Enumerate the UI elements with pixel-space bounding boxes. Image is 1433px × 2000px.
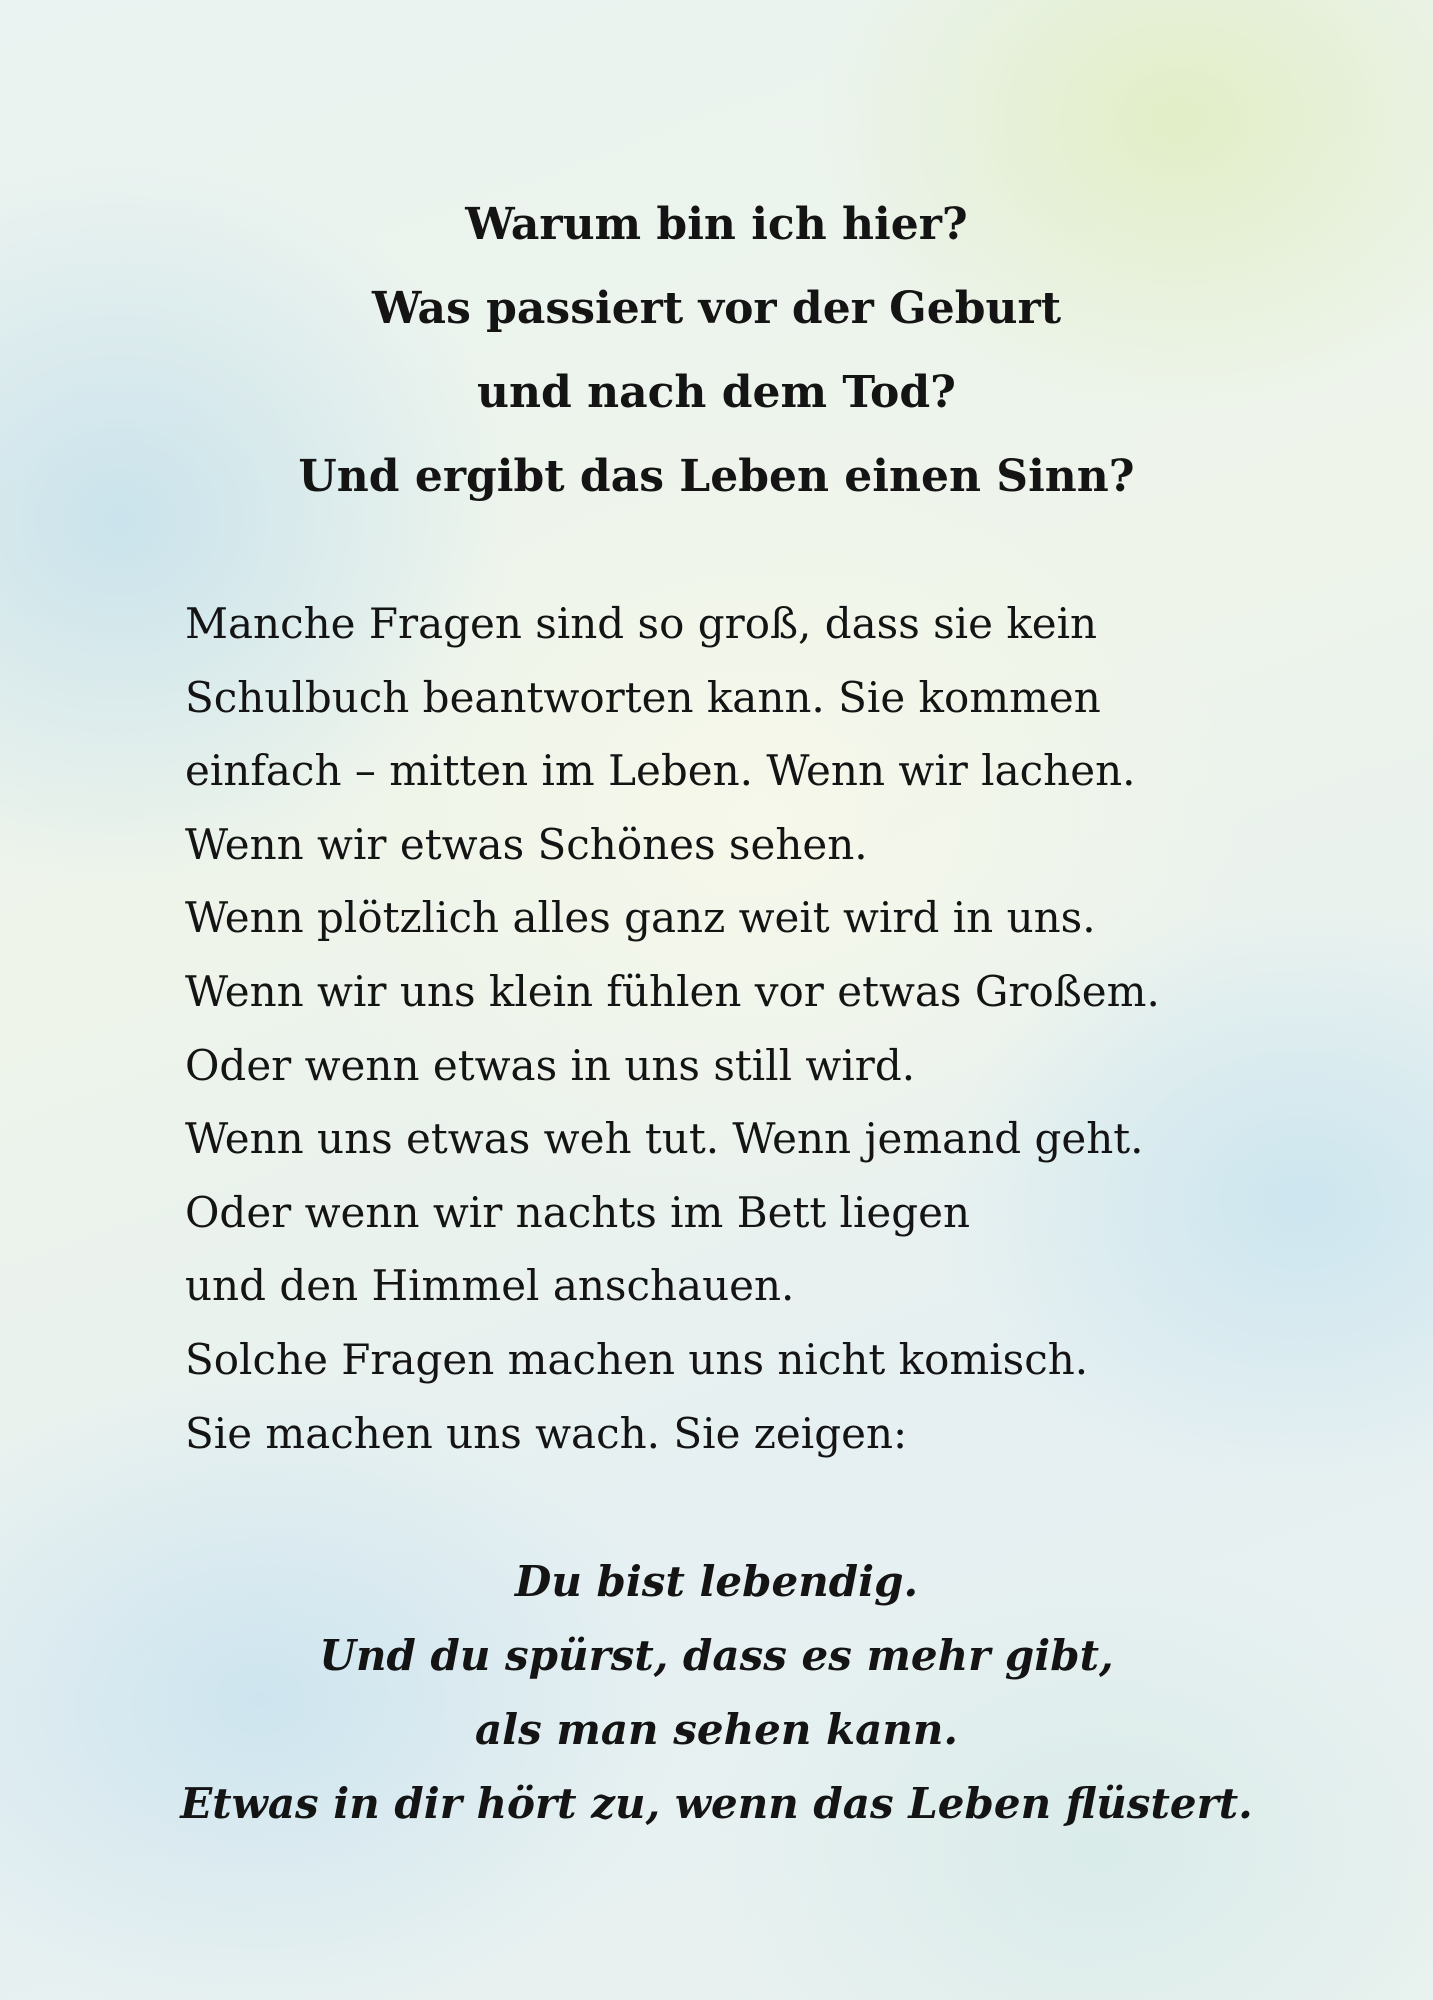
body-line: Wenn uns etwas weh tut. Wenn jemand geht.	[185, 1114, 1144, 1164]
closing-line: Etwas in dir hört zu, wenn das Leben flüstert.	[180, 1779, 1253, 1828]
body-line: Oder wenn wir nachts im Bett liegen	[185, 1187, 971, 1237]
body-line: Oder wenn etwas in uns still wird.	[185, 1040, 916, 1090]
body-line: Wenn plötzlich alles ganz weit wird in uns.	[185, 893, 1096, 943]
headline-line: Und ergibt das Leben einen Sinn?	[298, 451, 1135, 502]
closing-verse	[0, 1545, 1433, 1841]
body-line: Sie machen uns wach. Sie zeigen:	[185, 1408, 908, 1458]
body-line: Wenn wir etwas Schönes sehen.	[185, 819, 868, 869]
headline-line: Warum bin ich hier?	[465, 199, 968, 250]
body-line: Schulbuch beantworten kann. Sie kommen	[185, 672, 1101, 722]
body-line: einfach – mitten im Leben. Wenn wir lachen.	[185, 746, 1136, 796]
closing-line: Du bist lebendig.	[514, 1557, 919, 1606]
headline-line: und nach dem Tod?	[477, 367, 956, 418]
headline-line: Was passiert vor der Geburt	[371, 283, 1062, 334]
closing-line: als man sehen kann.	[474, 1705, 959, 1754]
body-line: Solche Fragen machen uns nicht komisch.	[185, 1334, 1089, 1384]
body-line: Wenn wir uns klein fühlen vor etwas Großem.	[185, 966, 1160, 1016]
closing-line: Und du spürst, dass es mehr gibt,	[319, 1631, 1114, 1680]
body-line: Manche Fragen sind so groß, dass sie kein	[185, 599, 1098, 648]
body-line: und den Himmel anschauen.	[185, 1261, 795, 1311]
headline-questions	[0, 183, 1433, 519]
body-paragraph	[185, 587, 1305, 1470]
